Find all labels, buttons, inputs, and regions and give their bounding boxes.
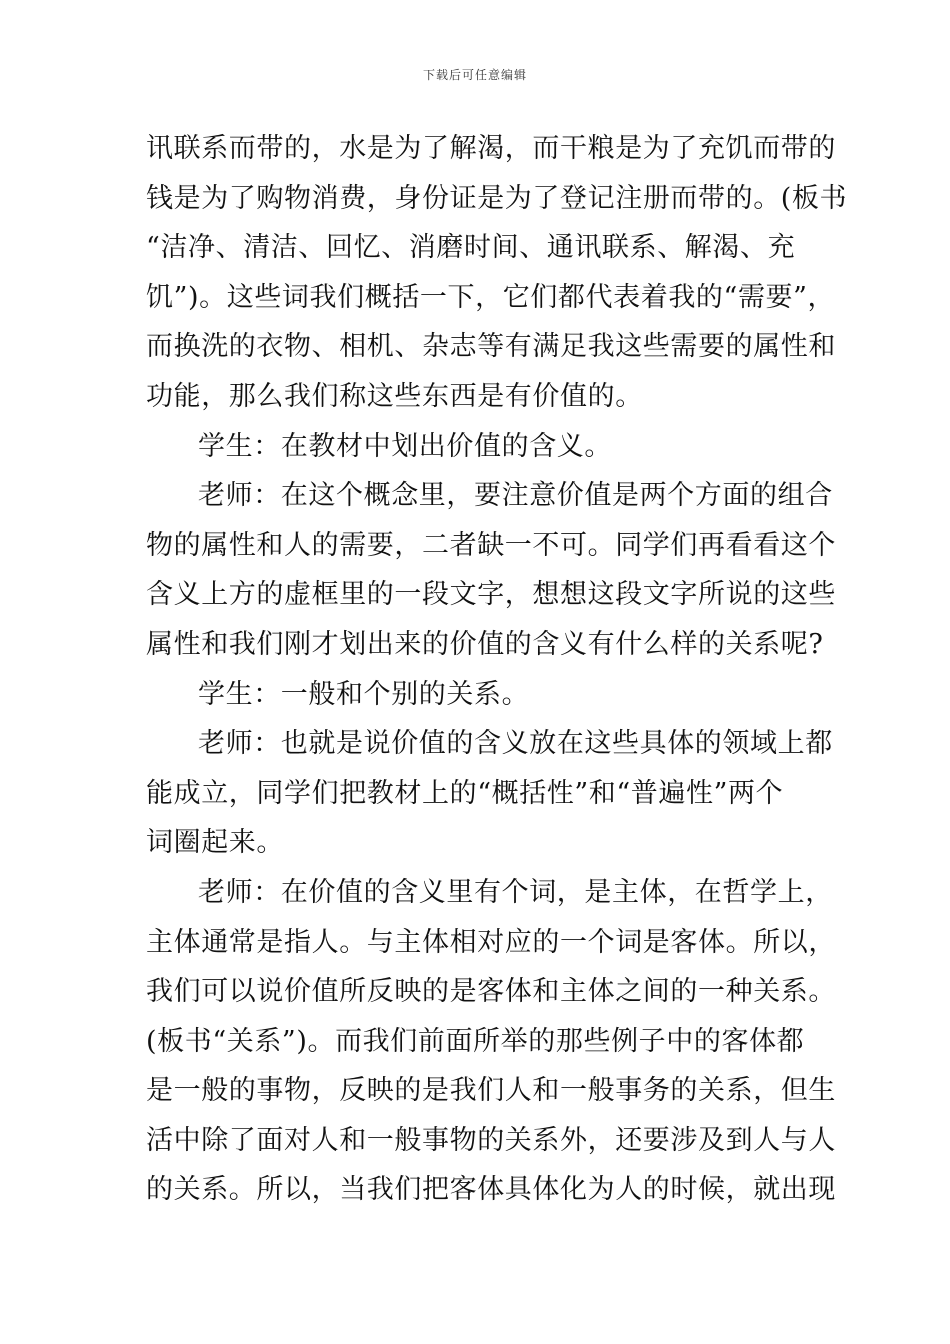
document-body — [146, 124, 848, 1215]
text-line: 属性和我们刚才划出来的价值的含义有什么样的关系呢? — [146, 628, 824, 660]
text-line: 主体通常是指人。与主体相对应的一个词是客体。所以， — [146, 926, 836, 958]
header-note: 下载后可任意编辑 — [422, 68, 527, 82]
text-line: 讯联系而带的，水是为了解渴，而干粮是为了充饥而带的 — [146, 133, 836, 164]
text-line: 含义上方的虚框里的一段文字，想想这段文字所说的这些 — [146, 579, 836, 611]
text-line: “洁净、清洁、回忆、消磨时间、通讯联系、解渴、充 — [146, 232, 796, 264]
text-line: 饥”)。这些词我们概括一下，它们都代表着我的“需要”， — [146, 281, 836, 313]
text-line: (板书“关系”)。而我们前面所举的那些例子中的客体都 — [146, 1025, 805, 1057]
paragraph-start-teacher: 老师：在价值的含义里有个词，是主体，在哲学上， — [198, 876, 833, 908]
text-line: 物的属性和人的需要，二者缺一不可。同学们再看看这个 — [146, 529, 836, 561]
text-line: 能成立，同学们把教材上的“概括性”和“普遍性”两个 — [146, 777, 784, 809]
text-line: 活中除了面对人和一般事物的关系外，还要涉及到人与人 — [146, 1124, 836, 1156]
text-line: 我们可以说价值所反映的是客体和主体之间的一种关系。 — [146, 976, 836, 1008]
paragraph-start-student: 学生：一般和个别的关系。 — [198, 678, 530, 710]
text-line: 是一般的事物，反映的是我们人和一般事务的关系，但生 — [146, 1075, 836, 1107]
text-line: 而换洗的衣物、相机、杂志等有满足我这些需要的属性和 — [146, 331, 836, 363]
paragraph-start-teacher: 老师：也就是说价值的含义放在这些具体的领域上都 — [198, 728, 833, 760]
text-line: 钱是为了购物消费，身份证是为了登记注册而带的。(板书 — [146, 182, 848, 214]
paragraph-start-teacher: 老师：在这个概念里，要注意价值是两个方面的组合 — [198, 480, 833, 512]
text-line: 词圈起来。 — [146, 827, 284, 859]
text-line: 的关系。所以，当我们把客体具体化为人的时候，就出现 — [146, 1174, 836, 1206]
text-line: 功能，那么我们称这些东西是有价值的。 — [146, 380, 643, 412]
paragraph-start-student: 学生：在教材中划出价值的含义。 — [198, 430, 612, 462]
